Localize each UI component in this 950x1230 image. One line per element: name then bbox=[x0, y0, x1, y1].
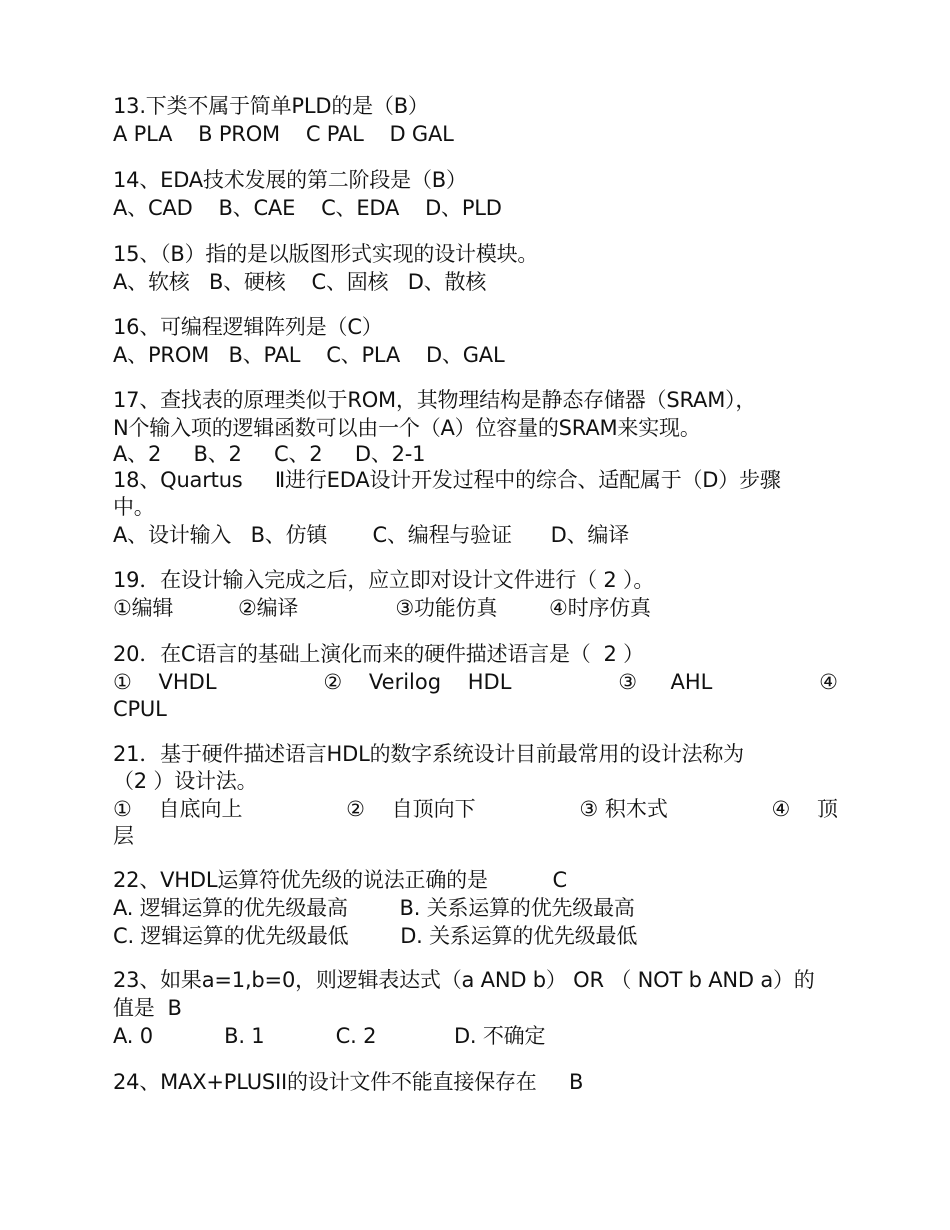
question-18-stem-line-1: 18、Quartus Ⅱ进行EDA设计开发过程中的综合、适配属于（D）步骤 bbox=[113, 468, 781, 492]
question-20-options bbox=[113, 668, 838, 696]
question-13-options: A PLA B PROM C PAL D GAL bbox=[113, 122, 454, 146]
question-17-stem-line-2: N个输入项的逻辑函数可以由一个（A）位容量的SRAM来实现。 bbox=[113, 416, 701, 440]
question-19-stem: 19．在设计输入完成之后，应立即对设计文件进行（ 2 ）。 bbox=[113, 568, 655, 592]
question-19-options: ①编辑 ②编译 ③功能仿真 ④时序仿真 bbox=[113, 596, 651, 620]
question-20-option-3: ③ AHL bbox=[618, 670, 713, 694]
question-23-stem-line-1: 23、如果a=1,b=0，则逻辑表达式（a AND b） OR （ NOT b AND a）的 bbox=[113, 968, 815, 992]
question-20-option-2: ② Verilog HDL bbox=[323, 670, 512, 694]
question-22-stem: 22、VHDL运算符优先级的说法正确的是 C bbox=[113, 868, 567, 892]
question-20-stem: 20．在C语言的基础上演化而来的硬件描述语言是（ 2 ） bbox=[113, 642, 644, 666]
question-13-stem: 13.下类不属于简单PLD的是（B） bbox=[113, 94, 429, 118]
question-15-options: A、软核 B、硬核 C、固核 D、散核 bbox=[113, 270, 487, 294]
question-21-stem-line-1: 21．基于硬件描述语言HDL的数字系统设计目前最常用的设计法称为 bbox=[113, 742, 744, 766]
question-20-option-4-text: CPUL bbox=[113, 697, 167, 721]
question-23-stem-line-2: 值是 B bbox=[113, 996, 182, 1020]
question-14-options: A、CAD B、CAE C、EDA D、PLD bbox=[113, 196, 502, 220]
question-21-option-4: ④ 顶 bbox=[771, 797, 838, 821]
question-17-options: A、2 B、2 C、2 D、2-1 bbox=[113, 442, 426, 466]
question-14-stem: 14、EDA技术发展的第二阶段是（B） bbox=[113, 168, 467, 192]
question-20-option-1: ① VHDL bbox=[113, 670, 217, 694]
question-23-options: A. 0 B. 1 C. 2 D. 不确定 bbox=[113, 1024, 546, 1048]
question-22-options-row-2: C. 逻辑运算的优先级最低 D. 关系运算的优先级最低 bbox=[113, 924, 638, 948]
question-15-stem: 15、（B）指的是以版图形式实现的设计模块。 bbox=[113, 242, 539, 266]
question-21-stem-line-2: （2 ）设计法。 bbox=[113, 769, 258, 793]
question-17-stem-line-1: 17、查找表的原理类似于ROM，其物理结构是静态存储器（SRAM）， bbox=[113, 388, 757, 412]
question-21-option-3: ③ 积木式 bbox=[579, 797, 668, 821]
question-18-stem-line-2: 中。 bbox=[113, 495, 155, 519]
question-22-options-row-1: A. 逻辑运算的优先级最高 B. 关系运算的优先级最高 bbox=[113, 896, 635, 920]
question-21-option-4-text: 层 bbox=[113, 824, 134, 848]
question-18-options: A、设计输入 B、仿镇 C、编程与验证 D、编译 bbox=[113, 523, 630, 547]
question-16-options: A、PROM B、PAL C、PLA D、GAL bbox=[113, 343, 505, 367]
question-20-option-4: ④ bbox=[819, 670, 838, 694]
question-24-stem: 24、MAX+PLUSII的设计文件不能直接保存在 B bbox=[113, 1070, 584, 1094]
question-21-option-1: ① 自底向上 bbox=[113, 797, 243, 821]
question-21-options bbox=[113, 795, 838, 823]
question-16-stem: 16、可编程逻辑阵列是（C） bbox=[113, 315, 383, 339]
question-21-option-2: ② 自顶向下 bbox=[346, 797, 476, 821]
